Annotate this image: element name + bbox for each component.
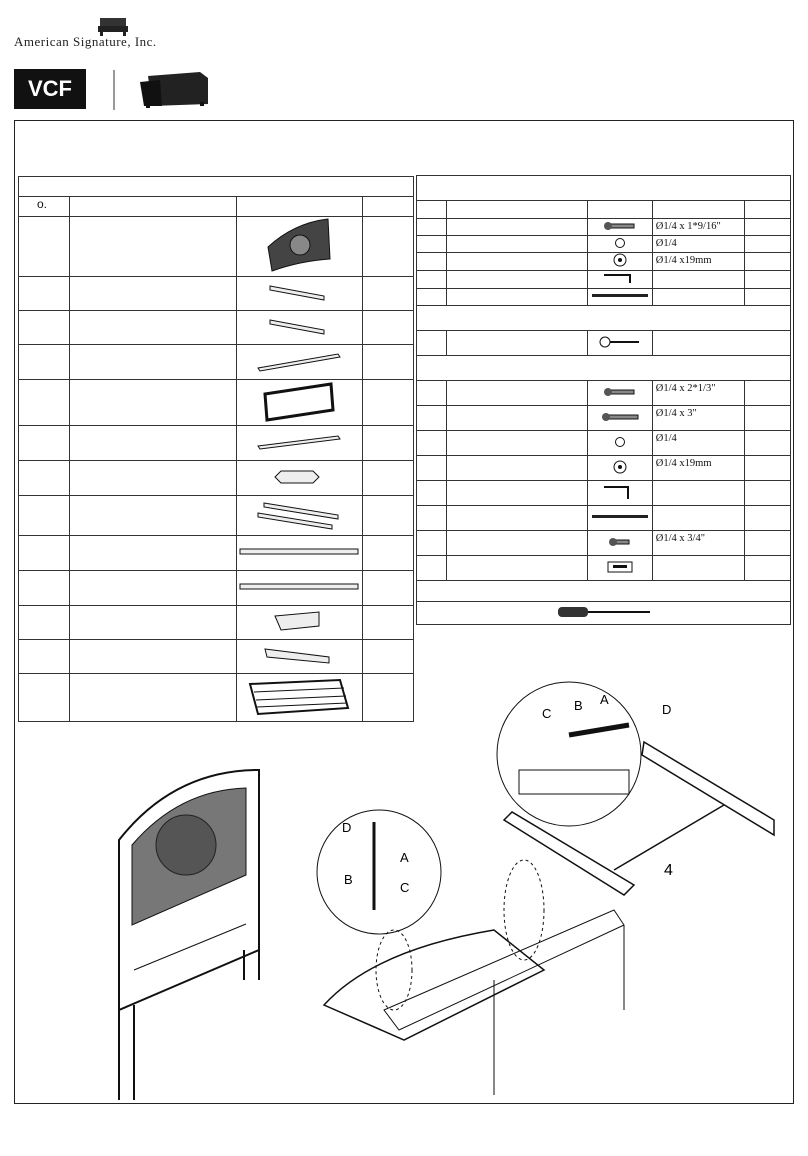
table-row: [417, 219, 791, 236]
connector-icon: [269, 467, 329, 487]
step-number: 4: [664, 862, 673, 879]
bed-base: [324, 860, 624, 1095]
lock-washer-icon: [610, 436, 630, 448]
assembly-diagram: [14, 680, 794, 1100]
allen-key-icon: [600, 271, 640, 285]
hardware-table-header: [417, 201, 791, 219]
spec-text: Ø1/4 x 1*9/16": [652, 219, 744, 236]
callout-c: C: [400, 880, 410, 895]
flat-washer-icon: [608, 460, 632, 474]
rail-frame: [504, 742, 774, 895]
table-row: [417, 253, 791, 271]
column-no: o.: [19, 197, 70, 217]
table-row: [417, 602, 791, 625]
callout-d: D: [342, 820, 352, 835]
table-row: [417, 456, 791, 481]
callout-b: B: [344, 872, 353, 887]
callout-a: A: [600, 692, 609, 707]
bolt-icon: [600, 386, 640, 398]
table-row: [19, 380, 414, 426]
table-row: [19, 536, 414, 571]
spec-text: Ø1/4: [652, 431, 744, 456]
table-row: [19, 277, 414, 311]
bolt-icon: [600, 220, 640, 232]
armchair-icon: [100, 68, 220, 112]
table-row: [417, 271, 791, 289]
long-rail-icon: [238, 580, 360, 594]
spec-text: Ø1/4 x 2*1/3": [652, 381, 744, 406]
side-rail-icon: [264, 280, 334, 304]
rail-pair-icon: [254, 497, 344, 531]
plate-icon: [605, 559, 635, 575]
table-row: [19, 571, 414, 606]
hardware-section-divider: [417, 356, 791, 381]
table-row: [417, 406, 791, 431]
table-row: [417, 556, 791, 581]
table-row: [417, 381, 791, 406]
hardware-section-divider: [417, 306, 791, 331]
hardware-section-title: [417, 176, 791, 201]
table-row: [19, 311, 414, 345]
slat-support-icon: [254, 348, 344, 374]
screw-icon: [595, 334, 645, 350]
callout-b: B: [574, 698, 583, 713]
table-row: [417, 289, 791, 306]
screwdriver-icon: [554, 603, 654, 621]
callout-d: D: [662, 702, 672, 717]
spec-text: Ø1/4 x 3": [652, 406, 744, 431]
bracket-icon: [259, 643, 339, 667]
table-row: [417, 531, 791, 556]
long-rail-icon: [238, 545, 360, 559]
table-row: [19, 426, 414, 461]
column-qty: [363, 197, 414, 217]
footboard-icon: [259, 380, 339, 422]
long-bolt-icon: [598, 411, 642, 423]
center-rail-icon: [254, 432, 344, 452]
table-row: [417, 431, 791, 456]
table-row: [19, 461, 414, 496]
lock-washer-icon: [610, 237, 630, 249]
table-row: [19, 217, 414, 277]
detail-circle-top: [497, 682, 671, 826]
callout-a: A: [400, 850, 409, 865]
column-image: [236, 197, 363, 217]
callout-c: C: [542, 706, 552, 721]
hardware-tool-title: [417, 581, 791, 602]
detail-circle-left: [317, 810, 441, 934]
rod-icon: [590, 292, 650, 300]
column-description: [70, 197, 237, 217]
spec-text: Ø1/4 x 3/4": [652, 531, 744, 556]
headboard-assembled: [119, 770, 259, 1100]
table-row: [417, 331, 791, 356]
allen-key-icon: [600, 483, 640, 501]
table-row: [19, 606, 414, 640]
table-row: [417, 236, 791, 253]
spec-text: Ø1/4 x19mm: [652, 456, 744, 481]
parts-table-header: [19, 197, 414, 217]
table-row: [19, 496, 414, 536]
hardware-table: [416, 175, 791, 625]
table-row: [417, 481, 791, 506]
brand-name: American Signature, Inc.: [14, 34, 157, 49]
table-row: [19, 345, 414, 380]
table-row: [417, 506, 791, 531]
parts-table-title-row: [19, 177, 414, 197]
short-bolt-icon: [605, 536, 635, 548]
spec-text: Ø1/4 x19mm: [652, 253, 744, 271]
parts-table: [18, 176, 414, 722]
bracket-icon: [269, 608, 329, 634]
side-rail-icon: [264, 314, 334, 338]
table-row: [19, 640, 414, 674]
headboard-panel-icon: [264, 217, 334, 273]
spec-text: Ø1/4: [652, 236, 744, 253]
vcf-logo: VCF: [14, 69, 86, 109]
rod-icon: [590, 512, 650, 522]
flat-washer-icon: [608, 253, 632, 267]
